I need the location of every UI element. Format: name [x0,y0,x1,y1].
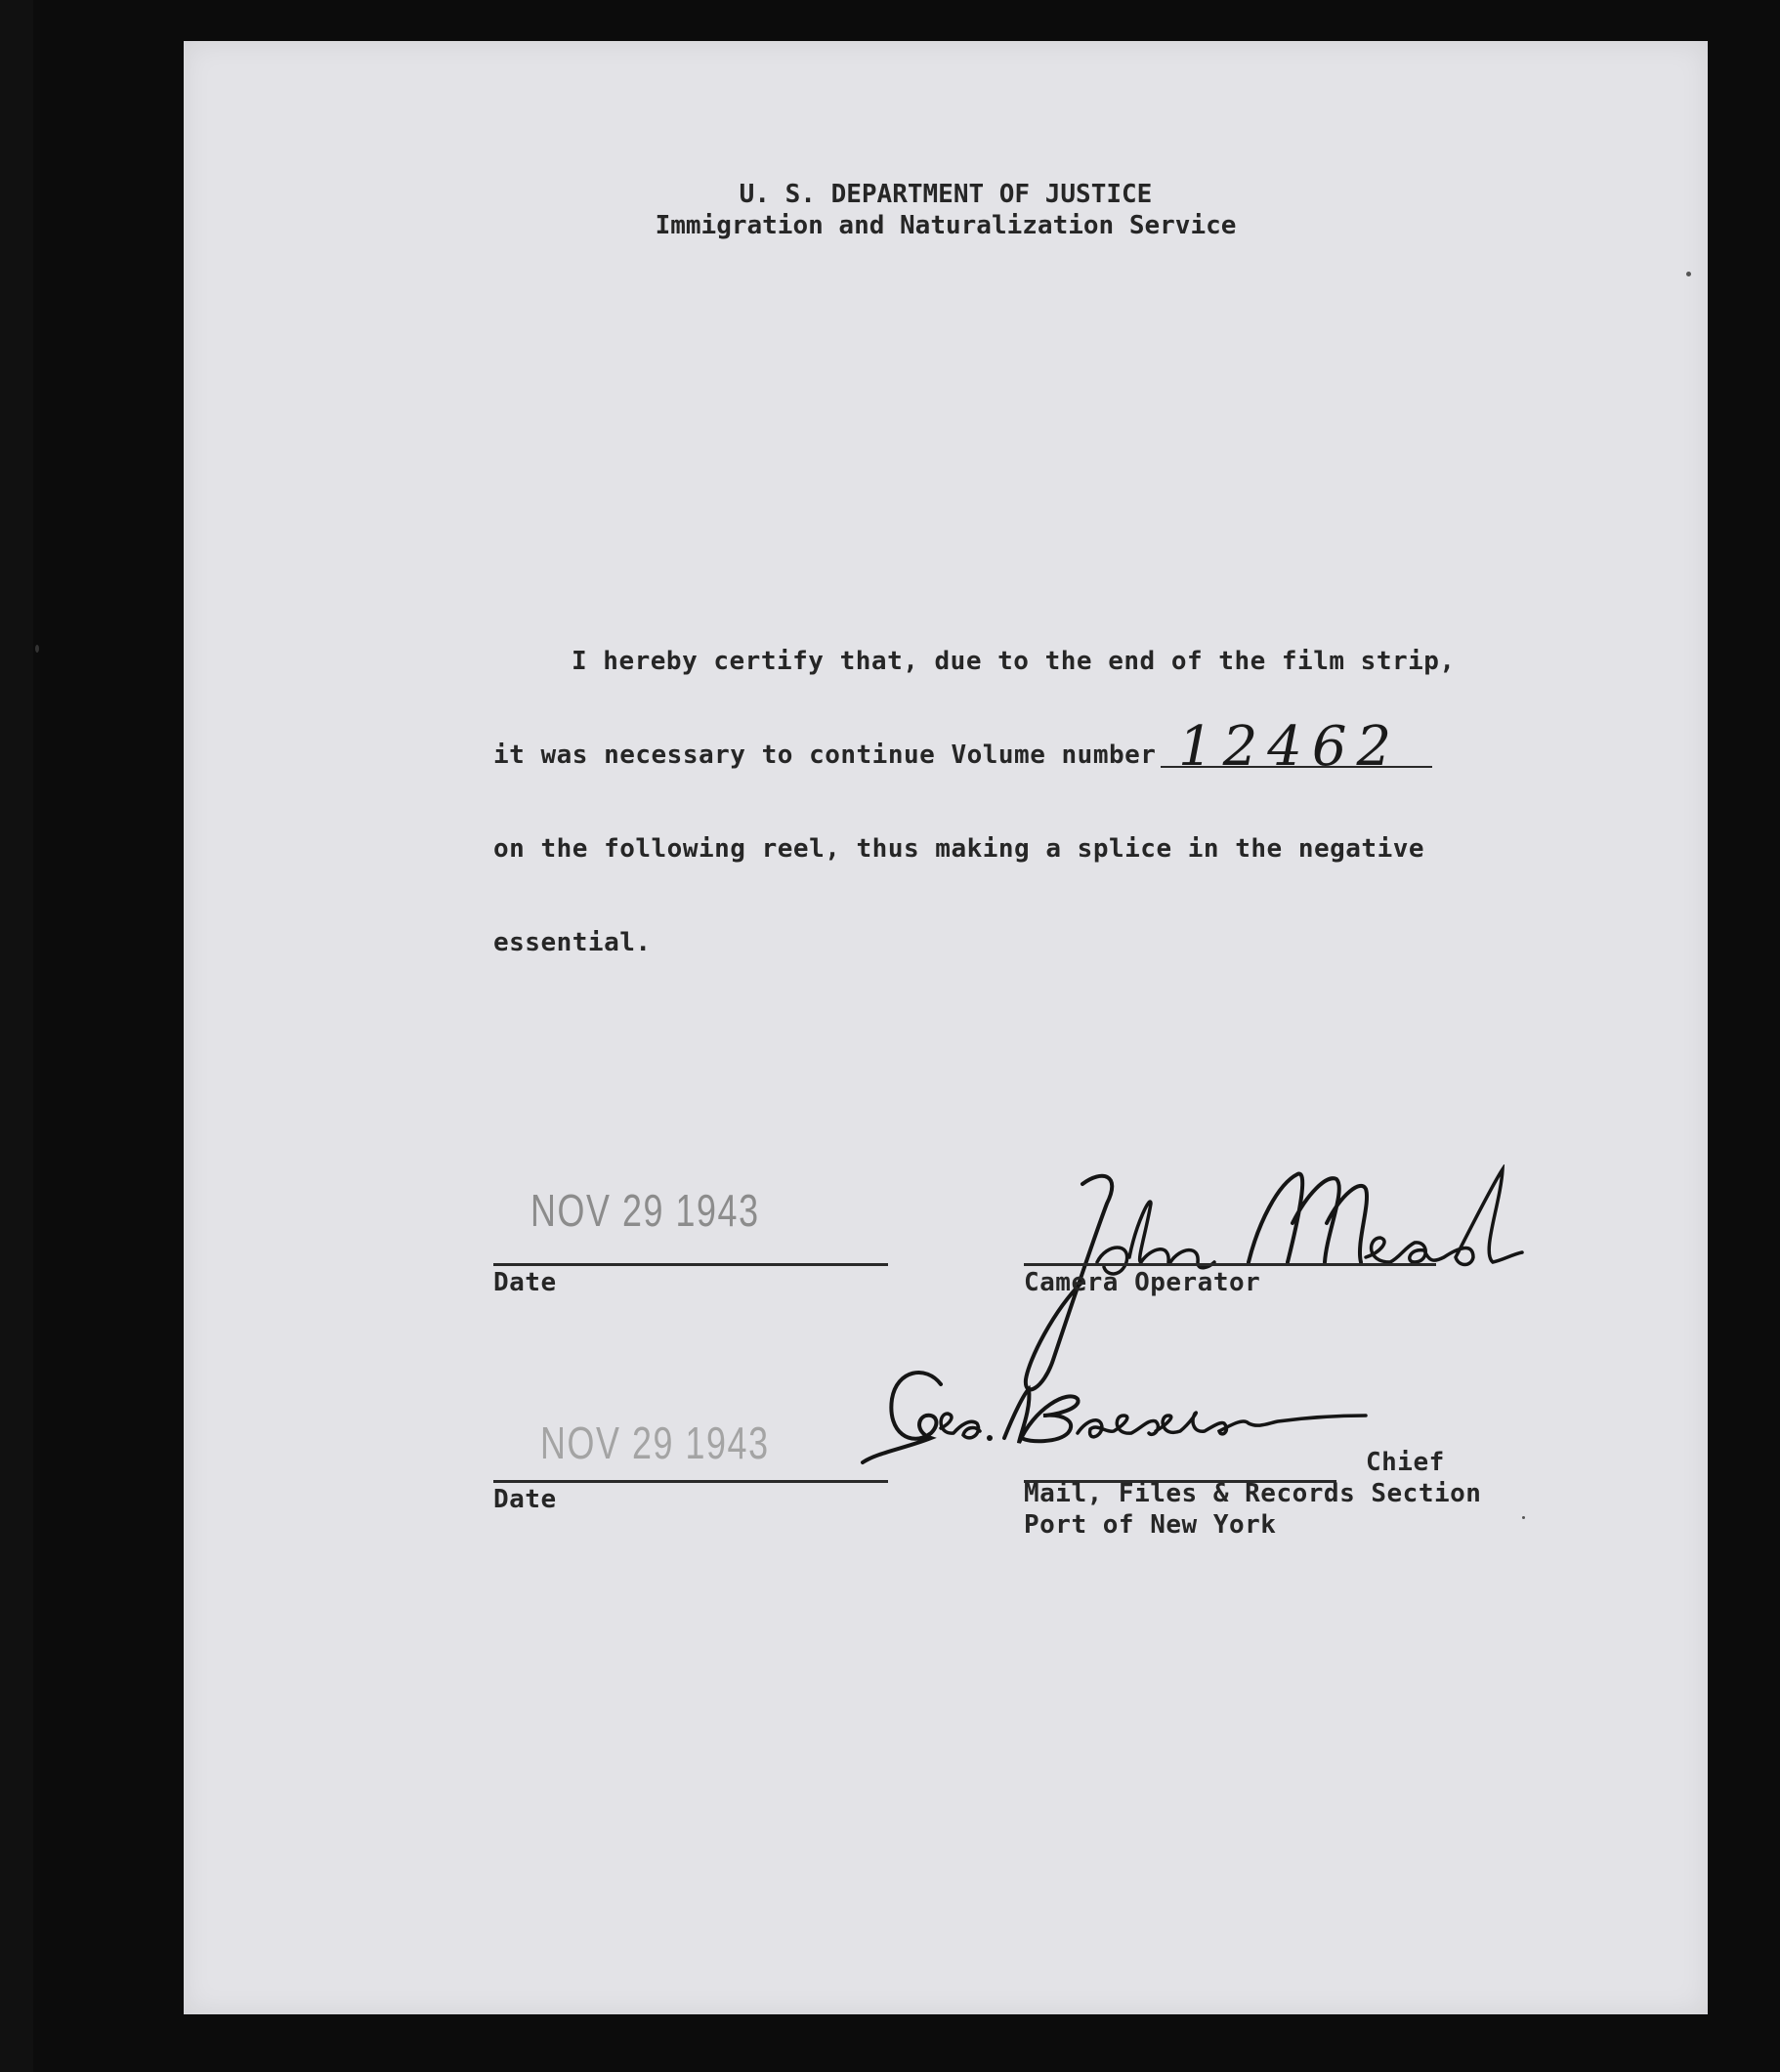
chief-signature [858,1355,1405,1492]
scan-speck [1686,272,1691,276]
volume-number: 12462 [1178,715,1402,779]
chief-date-label: Date [493,1485,557,1514]
scan-speck [1522,1516,1525,1519]
operator-date-label: Date [493,1268,557,1297]
chief-title-line-2: Port of New York [1024,1510,1277,1540]
header-service: Immigration and Naturalization Service [655,211,1237,240]
volume-number-underline [1161,766,1432,768]
header-department: U. S. DEPARTMENT OF JUSTICE [739,180,1153,209]
operator-date-stamp: NOV 29 1943 [530,1185,760,1236]
certification-line-3: on the following reel, thus making a splice in the negative [493,834,1425,864]
film-edge-speck [35,645,39,653]
chief-date-line [493,1480,888,1483]
chief-title-line-1: Mail, Files & Records Section [1024,1479,1482,1508]
certification-line-1: I hereby certify that, due to the end of the film strip, [572,647,1456,676]
operator-title: Camera Operator [1024,1268,1261,1297]
operator-signature-line [1024,1263,1436,1266]
chief-title: Chief [1366,1448,1445,1477]
film-edge [0,0,33,2072]
chief-date-stamp: NOV 29 1943 [540,1417,770,1468]
certification-line-4: essential. [493,928,652,957]
document-page [184,41,1708,2014]
certification-line-2: it was necessary to continue Volume number [493,740,1157,770]
operator-date-line [493,1263,888,1266]
